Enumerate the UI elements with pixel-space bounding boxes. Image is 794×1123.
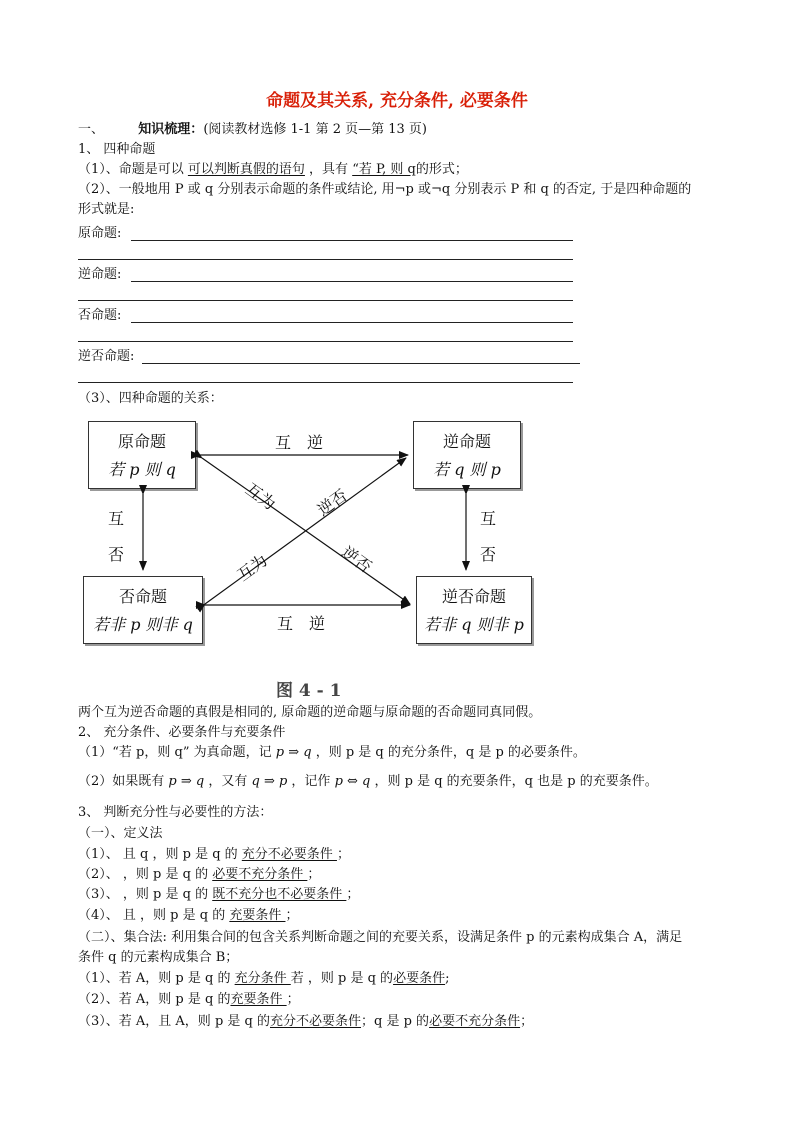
- label-diag-2: 逆否: [313, 485, 351, 520]
- def-item-1: [78, 846, 350, 864]
- def2-end: ；: [307, 867, 321, 882]
- section-note: (阅读教材选修 1-1 第 2 页—第 13 页): [203, 122, 427, 137]
- s2p2-math-2: q ⇒ p: [251, 774, 288, 789]
- set2-end: ；: [286, 992, 300, 1007]
- figure-caption: 图 4 - 1: [276, 681, 342, 701]
- p1-underline-2: “若 P, 则 q: [352, 162, 416, 177]
- subheading-conditions: 2、 充分条件、必要条件与充要条件: [78, 725, 286, 740]
- def3-answer: 既不充分也不必要条件: [212, 887, 347, 902]
- p1-text-a: （1）、命题是可以: [78, 162, 188, 177]
- p1-text-c: 的形式；: [415, 162, 468, 177]
- p1-underline-1: 可以判断真假的语句: [187, 162, 305, 177]
- label-diag-1: 互为: [242, 479, 280, 514]
- label-diag-3: 互为: [233, 550, 271, 585]
- s2-paragraph-1: [78, 744, 586, 762]
- def-item-4: [78, 907, 299, 925]
- s2p2-text-d: ，则 p 是 q 的充要条件，q 也是 p 的充要条件。: [370, 774, 658, 789]
- box-inverse-sub: 若非 p 则非 q: [93, 615, 193, 634]
- set1-answer-2: 必要条件: [393, 971, 446, 986]
- box-contrapositive-sub: 若非 q 则非 p: [424, 615, 524, 634]
- paragraph-2-line-1: （2）、一般地用 P 或 q 分别表示命题的条件或结论, 用¬p 或¬q 分别表示 P 和 q 的否定, 于是四种命题的: [78, 182, 692, 197]
- set3-text-a: （3）、若 A，且 A，则 p 是 q 的: [78, 1014, 270, 1029]
- p1-text-b: ，具有: [304, 162, 353, 177]
- set1-text-b: 若 ，则 p 是 q 的: [290, 971, 394, 986]
- page-title: 命题及其关系, 充分条件, 必要条件: [266, 91, 528, 111]
- set3-end: ；: [520, 1014, 534, 1029]
- set-item-1: [78, 970, 449, 988]
- set1-answer-1: 充分条件: [234, 971, 291, 986]
- summary-text: 两个互为逆否命题的真假是相同的, 原命题的逆命题与原命题的否命题同真同假。: [78, 705, 542, 720]
- s2-paragraph-2: [78, 773, 658, 791]
- set-method-line-1: （二）、集合法: 利用集合间的包含关系判断命题之间的充要关系，设满足条件 p 的元素构成集合 A，满足: [78, 930, 683, 945]
- def1-text: （1）、 且 q ，则 p 是 q 的: [78, 847, 242, 862]
- def-item-2: [78, 866, 320, 884]
- def4-end: ；: [285, 908, 299, 923]
- s2p1-text-b: ，则 p 是 q 的充分条件，q 是 p 的必要条件。: [311, 745, 586, 760]
- def1-answer: 充分不必要条件: [241, 847, 337, 862]
- set1-text-a: （1）、若 A，则 p 是 q 的: [78, 971, 235, 986]
- set3-text-b: ；q 是 p 的: [361, 1014, 430, 1029]
- label-diag-4: 逆否: [338, 542, 376, 577]
- label-bottom-mutual-converse: 互 逆: [277, 614, 326, 633]
- s2p2-math-3: p ⇔ q: [334, 774, 371, 789]
- subheading-definition-method: （一）、定义法: [78, 826, 163, 841]
- def4-text: （4）、 且 ，则 p 是 q 的: [78, 908, 230, 923]
- set2-answer: 充要条件: [230, 992, 287, 1007]
- set-method-line-2: 条件 q 的元素构成集合 B；: [78, 950, 239, 965]
- set3-answer-1: 充分不必要条件: [270, 1014, 362, 1029]
- box-inverse-title: 否命题: [118, 587, 167, 606]
- def-item-3: [78, 886, 359, 904]
- def3-text: （3）、 ，则 p 是 q 的: [78, 887, 213, 902]
- label-left-2: 否: [108, 545, 125, 564]
- s2p2-math-1: p ⇒ q: [168, 774, 205, 789]
- label-right-1: 互: [480, 509, 497, 528]
- set2-text-a: （2）、若 A，则 p 是 q 的: [78, 992, 231, 1007]
- def2-answer: 必要不充分条件: [212, 867, 308, 882]
- box-converse-title: 逆命题: [442, 432, 491, 451]
- label-contrapositive: 逆否命题:: [78, 349, 135, 364]
- box-contrapositive-title: 逆否命题: [441, 587, 506, 606]
- paragraph-2-line-2: 形式就是:: [78, 202, 135, 217]
- section-number: 一、: [78, 122, 105, 137]
- label-right-2: 否: [480, 545, 497, 564]
- s2p1-math: p ⇒ q: [275, 745, 312, 760]
- label-original: 原命题:: [78, 226, 122, 241]
- s2p2-text-b: ，又有: [204, 774, 252, 789]
- def1-end: ；: [336, 847, 350, 862]
- section-label: 知识梳理：: [138, 122, 204, 137]
- subheading-methods: 3、 判断充分性与必要性的方法：: [78, 805, 273, 820]
- set3-answer-2: 必要不充分条件: [429, 1014, 521, 1029]
- paragraph-3: （3）、四种命题的关系：: [78, 391, 223, 406]
- label-converse: 逆命题:: [78, 267, 122, 282]
- def2-text: （2）、 ，则 p 是 q 的: [78, 867, 213, 882]
- set1-end: ;: [445, 971, 450, 986]
- box-original-sub: 若 p 则 q: [108, 460, 176, 479]
- arrow-diagonal-up: [205, 458, 406, 604]
- label-top-mutual-converse: 互 逆: [275, 433, 324, 452]
- box-converse-sub: 若 q 则 p: [433, 460, 501, 479]
- box-original-title: 原命题: [117, 432, 166, 451]
- s2p2-text-c: ，记作: [287, 774, 335, 789]
- set-item-2: [78, 991, 300, 1009]
- label-inverse: 否命题:: [78, 308, 122, 323]
- def4-answer: 充要条件: [229, 908, 286, 923]
- def3-end: ；: [346, 887, 360, 902]
- subheading-four-propositions: 1、 四种命题: [78, 142, 156, 157]
- set-item-3: [78, 1013, 533, 1031]
- label-left-1: 互: [108, 509, 125, 528]
- s2p2-text-a: （2）如果既有: [78, 774, 169, 789]
- s2p1-text-a: （1）“若 p，则 q” 为真命题，记: [78, 745, 276, 760]
